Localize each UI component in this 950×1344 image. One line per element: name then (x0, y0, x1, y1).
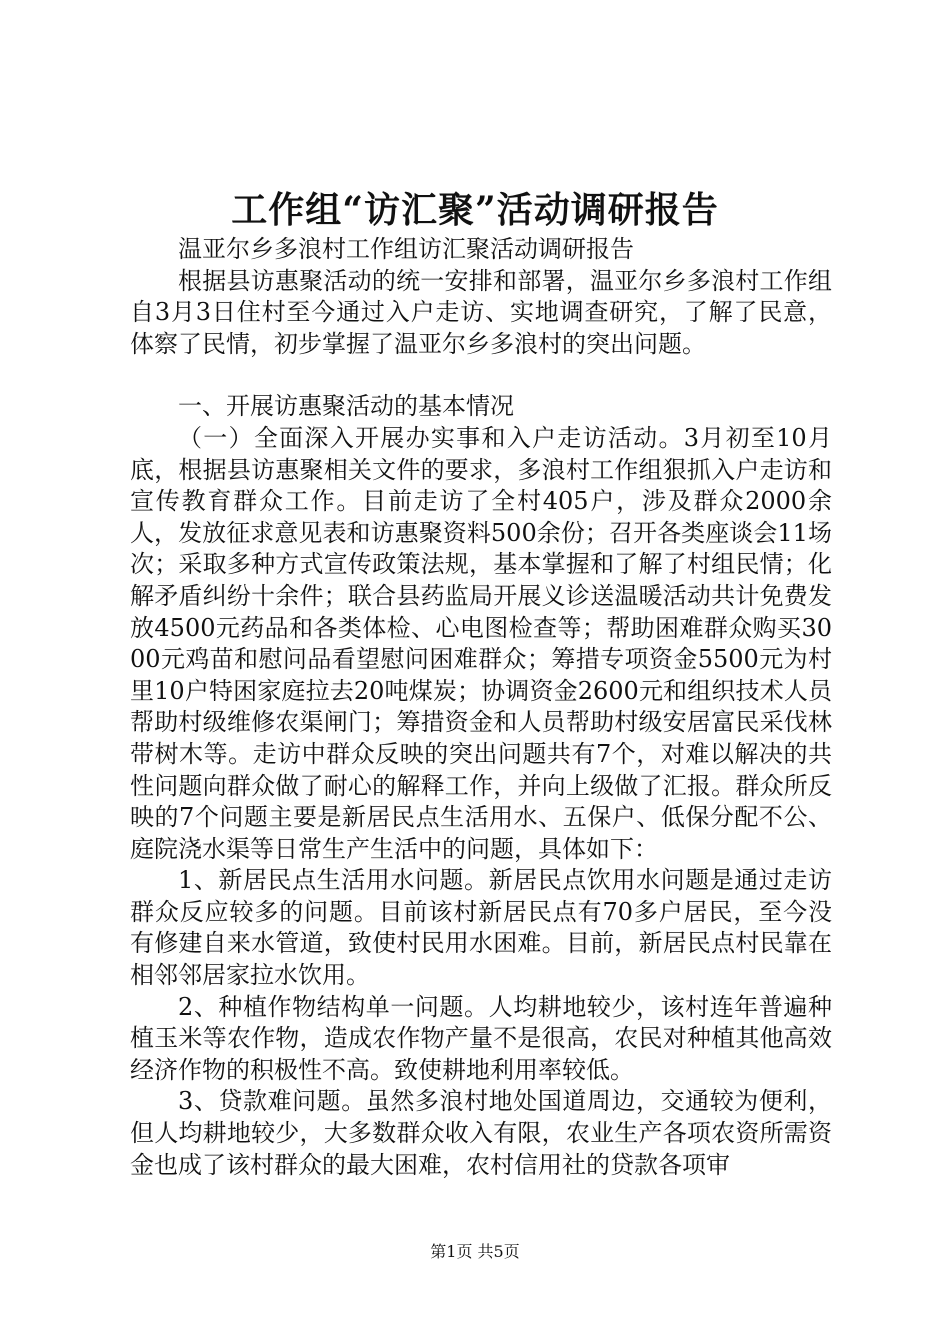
report-subtitle-paragraph: 温亚尔乡多浪村工作组访汇聚活动调研报告 (178, 235, 634, 263)
issue-paragraph-crops: 2、种植作物结构单一问题。人均耕地较少，该村连年普遍种植玉米等农作物，造成农作物产量不是很高，农民对种植其他高效经济作物的积极性不高。致使耕地利用率较低。 (130, 992, 832, 1084)
issue-paragraph-loans: 3、贷款难问题。虽然多浪村地处国道周边，交通较为便利，但人均耕地较少，大多数群众收入有限，农业生产各项农资所需资金也成了该村群众的最大困难，农村信用社的贷款各项审 (130, 1087, 832, 1179)
section-heading-basic-situation: 一、开展访惠聚活动的基本情况 (178, 392, 514, 421)
page-number-footer: 第1页 共5页 (430, 1242, 520, 1261)
document-body (130, 234, 832, 1181)
subsection-paragraph-visits: （一）全面深入开展办实事和入户走访活动。3月初至10月底，根据县访惠聚相关文件的要求，多浪村工作组狠抓入户走访和宣传教育群众工作。目前走访了全村405户，涉及群众2000余人，发放征求意见表和访惠聚资料500余份；召开各类座谈会11场次；采取多种方式宣传政策法规，基本掌握和了解了村组民情；化解矛盾纠纷十余件；联合县药监局开展义诊送温暖活动共计免费发放4500元药品和各类体检、心电图检查等；帮助困难群众购买3000元鸡苗和慰问品看望慰问困难群众；筹措专项资金5500元为村里10户特困家庭拉去20吨煤炭；协调资金2600元和组织技术人员帮助村级维修农渠闸门；筹措资金和人员帮助村级安居富民采伐林带树木等。走访中群众反映的突出问题共有7个，对难以解决的共性问题向群众做了耐心的解释工作，并向上级做了汇报。群众所反映的7个问题主要是新居民点生活用水、五保户、低保分配不公、庭院浇水渠等日常生产生活中的问题，具体如下： (130, 423, 832, 863)
document-title: 工作组“访汇聚”活动调研报告 (231, 189, 719, 231)
issue-paragraph-water: 1、新居民点生活用水问题。新居民点饮用水问题是通过走访群众反应较多的问题。目前该村新居民点有70多户居民，至今没有修建自来水管道，致使村民用水困难。目前，新居民点村民靠在相邻邻居家拉水饮用。 (130, 866, 832, 990)
intro-paragraph: 根据县访惠聚活动的统一安排和部署，温亚尔乡多浪村工作组自3月3日住村至今通过入户走访、实地调查研究，了解了民意，体察了民情，初步掌握了温亚尔乡多浪村的突出问题。 (130, 266, 832, 358)
